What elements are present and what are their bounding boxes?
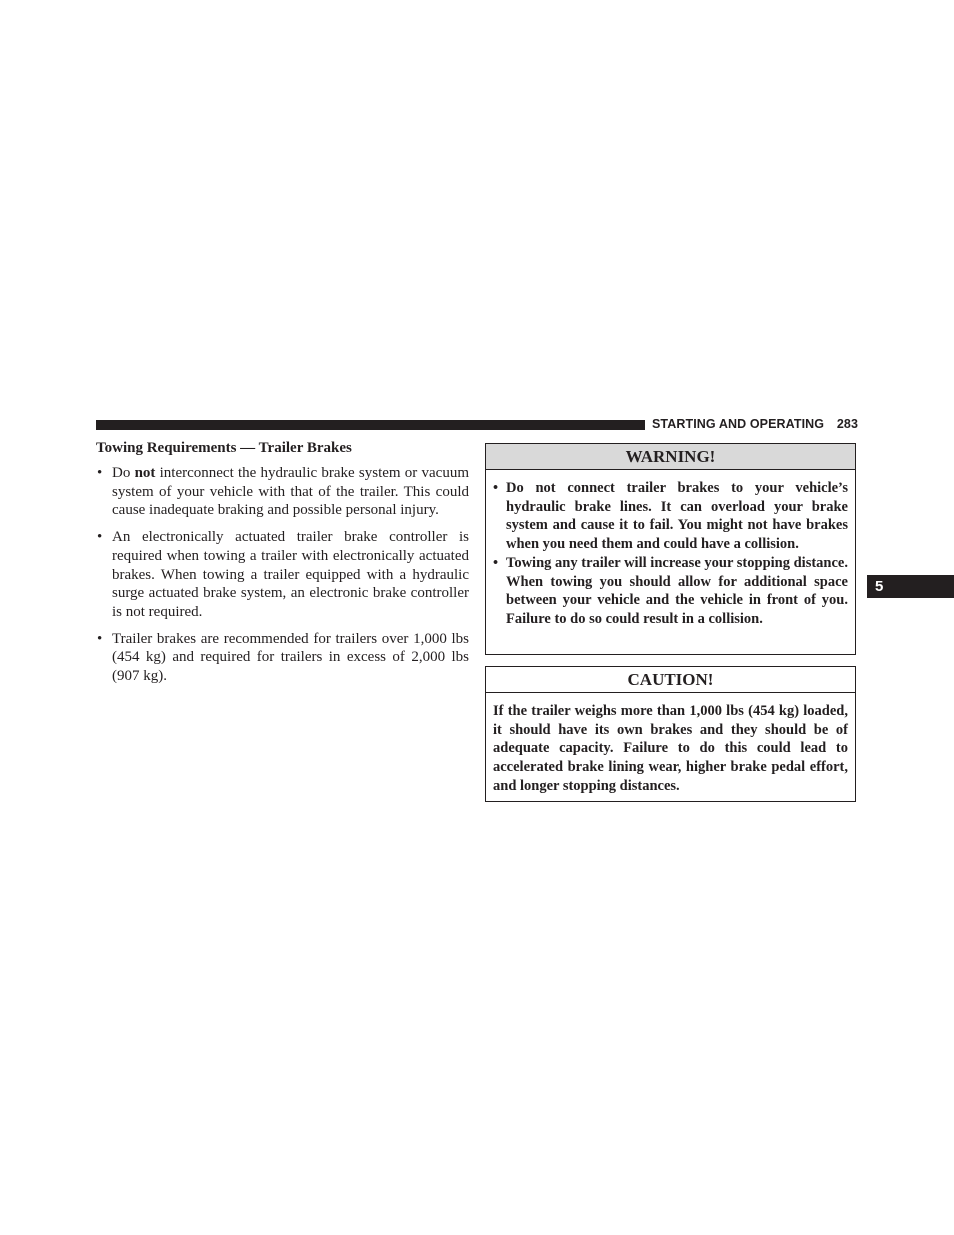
list-item xyxy=(96,528,469,622)
chapter-tab: 5 xyxy=(867,575,954,598)
requirements-list xyxy=(96,464,469,686)
warning-box xyxy=(485,443,856,655)
list-item-text: Do xyxy=(112,465,135,481)
bullet-icon: • xyxy=(97,529,103,546)
warning-title: WARNING! xyxy=(486,444,855,470)
page-number: 283 xyxy=(836,417,858,431)
warning-item xyxy=(493,554,848,629)
list-item xyxy=(96,630,469,686)
warning-item xyxy=(493,479,848,554)
caution-title: CAUTION! xyxy=(486,667,855,693)
list-item-text: An electronically actuated trailer brake controller is required when towing a trailer with electronically actuated brakes. When towing a trailer equipped with a hydraulic surge actuated brake system, an electronic brake controller is not required. xyxy=(112,529,469,620)
section-title: STARTING AND OPERATING xyxy=(652,417,825,431)
list-item xyxy=(96,464,469,520)
header-rule xyxy=(96,420,645,430)
caution-box xyxy=(485,666,856,802)
list-item-text: Trailer brakes are recommended for trailers over 1,000 lbs (454 kg) and required for trailers in excess of 2,000 lbs (907 kg). xyxy=(112,630,469,685)
running-header xyxy=(652,417,858,431)
bullet-icon: • xyxy=(97,465,103,481)
bullet-icon: • xyxy=(97,630,103,647)
subheading: Towing Requirements — Trailer Brakes xyxy=(96,440,352,456)
left-column xyxy=(96,438,469,694)
warning-item-text: Towing any trailer will increase your stopping distance. When towing you should allow for additional space between your vehicle and the vehicle in front of you. Failure to do so could result in a collision. xyxy=(506,554,848,627)
emphasis-text: not xyxy=(134,465,156,481)
warning-list xyxy=(493,479,848,629)
warning-body xyxy=(486,470,855,629)
bullet-icon: • xyxy=(493,554,499,571)
caution-body: If the trailer weighs more than 1,000 lbs (454 kg) loaded, it should have its own brakes and they should be of adequate capacity. Failure to do this could lead to accelerated brake lining wear, higher brake pedal effort, and longer stopping distances. xyxy=(493,703,848,794)
bullet-icon: • xyxy=(493,480,499,496)
list-item-text: interconnect the hydraulic brake system or vacuum system of your vehicle with that of the trailer. This could cause inadequate braking and possible personal injury. xyxy=(112,465,469,519)
warning-item-text: Do not connect trailer brakes to your vehicle’s hydraulic brake lines. It can overload your brake system and cause it to fail. You might not have brakes when you need them and could have a collision. xyxy=(506,480,848,553)
